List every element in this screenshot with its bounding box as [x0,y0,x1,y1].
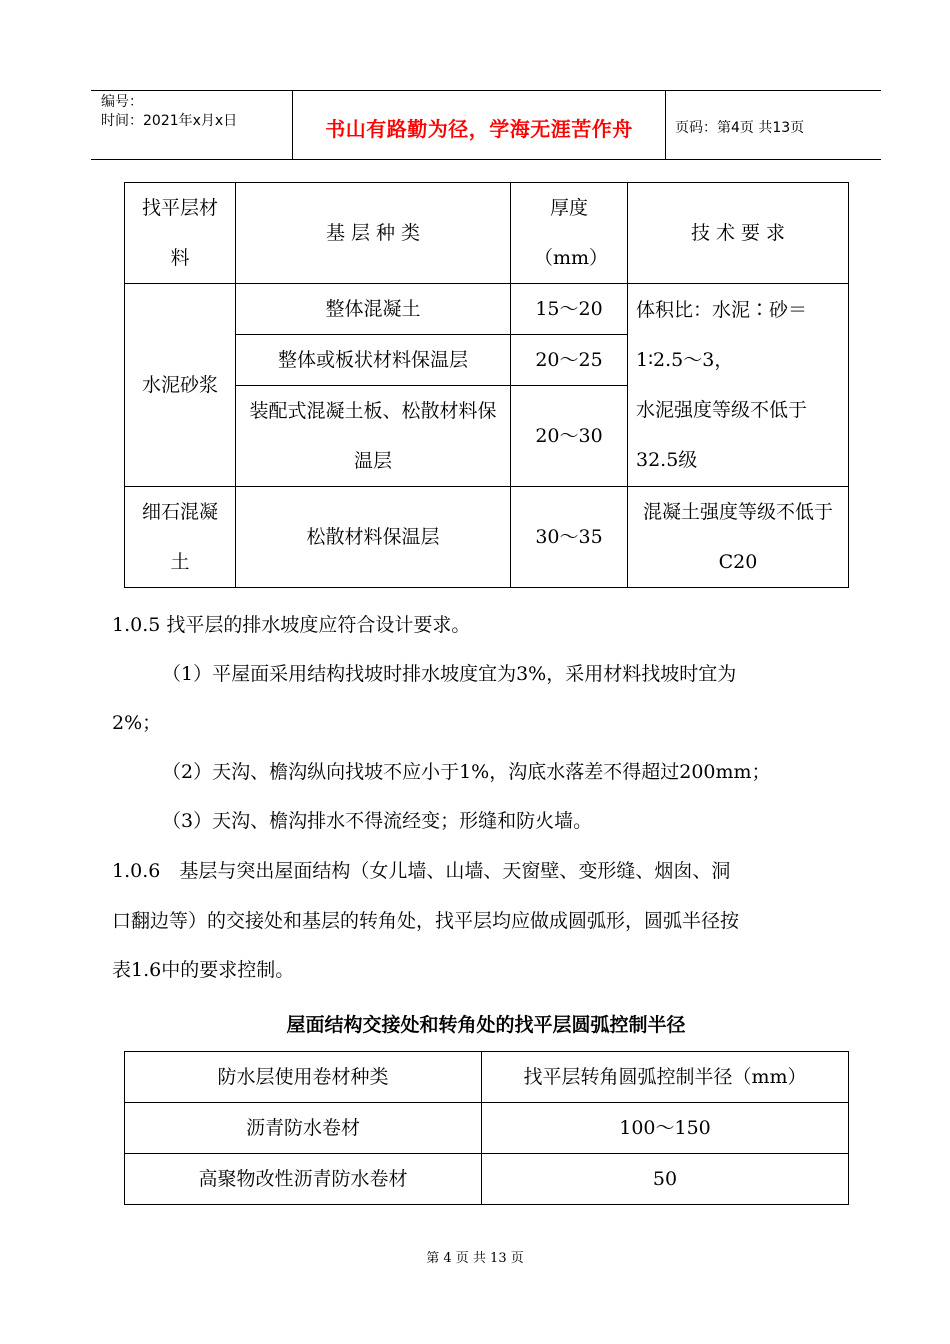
table-cell-requirement: 混凝土强度等级不低于C20 [628,487,849,588]
header-meta [101,93,237,131]
table-cell-base: 整体混凝土 [236,284,511,335]
document-header [91,90,881,160]
table-header-cell: 找平层转角圆弧控制半径（mm） [482,1052,849,1103]
paragraph-1-0-6-line-2: 口翻边等）的交接处和基层的转角处，找平层均应做成圆弧形，圆弧半径按 [112,910,740,932]
paragraph-1-0-5-item-1: （1）平屋面采用结构找坡时排水坡度宜为3%，采用材料找坡时宜为 [162,663,737,685]
table-header-cell: 找平层材料 [125,183,236,284]
table-cell-radius: 100～150 [482,1103,849,1154]
paragraph-1-0-6-line-3: 表1.6中的要求控制。 [112,959,295,981]
paragraph-1-0-5-item-2: （2）天沟、檐沟纵向找坡不应小于1%，沟底水落差不得超过200mm； [162,761,771,783]
header-page-number: 页码：第4页 共13页 [675,120,805,136]
paragraph-1-0-6-line-1: 1.0.6 基层与突出屋面结构（女儿墙、山墙、天窗壁、变形缝、烟囱、洞 [112,860,731,882]
table-cell-material: 细石混凝土 [125,487,236,588]
paragraph-1-0-5-item-1-cont: 2%； [112,712,162,734]
header-time: 时间：2021年x月x日 [101,113,238,129]
table-cell-base: 松散材料保温层 [236,487,511,588]
table-cell-requirement: 体积比：水泥∶砂＝ 1∶2.5～3， 水泥强度等级不低于 32.5级 [628,284,849,487]
table2-caption: 屋面结构交接处和转角处的找平层圆弧控制半径 [286,1014,686,1036]
header-divider [665,91,666,159]
page-footer: 第 4 页 共 13 页 [426,1251,524,1266]
table-cell-thickness: 20～25 [511,335,628,386]
table-header-cell: 厚度（mm） [511,183,628,284]
header-number: 编号： [101,94,143,110]
paragraph-1-0-5: 1.0.5 找平层的排水坡度应符合设计要求。 [112,614,471,636]
table-cell-thickness: 20～30 [511,386,628,487]
table-header-cell: 防水层使用卷材种类 [125,1052,482,1103]
arc-radius-table [124,1051,849,1205]
table-header-cell: 技 术 要 求 [628,183,849,284]
table-cell-base: 装配式混凝土板、松散材料保温层 [236,386,511,487]
header-motto: 书山有路勤为径，学海无涯苦作舟 [325,117,633,141]
table-cell-base: 整体或板状材料保温层 [236,335,511,386]
leveling-layer-table [124,182,849,588]
table-cell-type: 高聚物改性沥青防水卷材 [125,1154,482,1205]
table-cell-radius: 50 [482,1154,849,1205]
table-header-cell: 基 层 种 类 [236,183,511,284]
table-cell-type: 沥青防水卷材 [125,1103,482,1154]
table-cell-thickness: 15～20 [511,284,628,335]
table-cell-thickness: 30～35 [511,487,628,588]
paragraph-1-0-5-item-3: （3）天沟、檐沟排水不得流经变；形缝和防火墙。 [162,810,593,832]
table-cell-material: 水泥砂浆 [125,284,236,487]
